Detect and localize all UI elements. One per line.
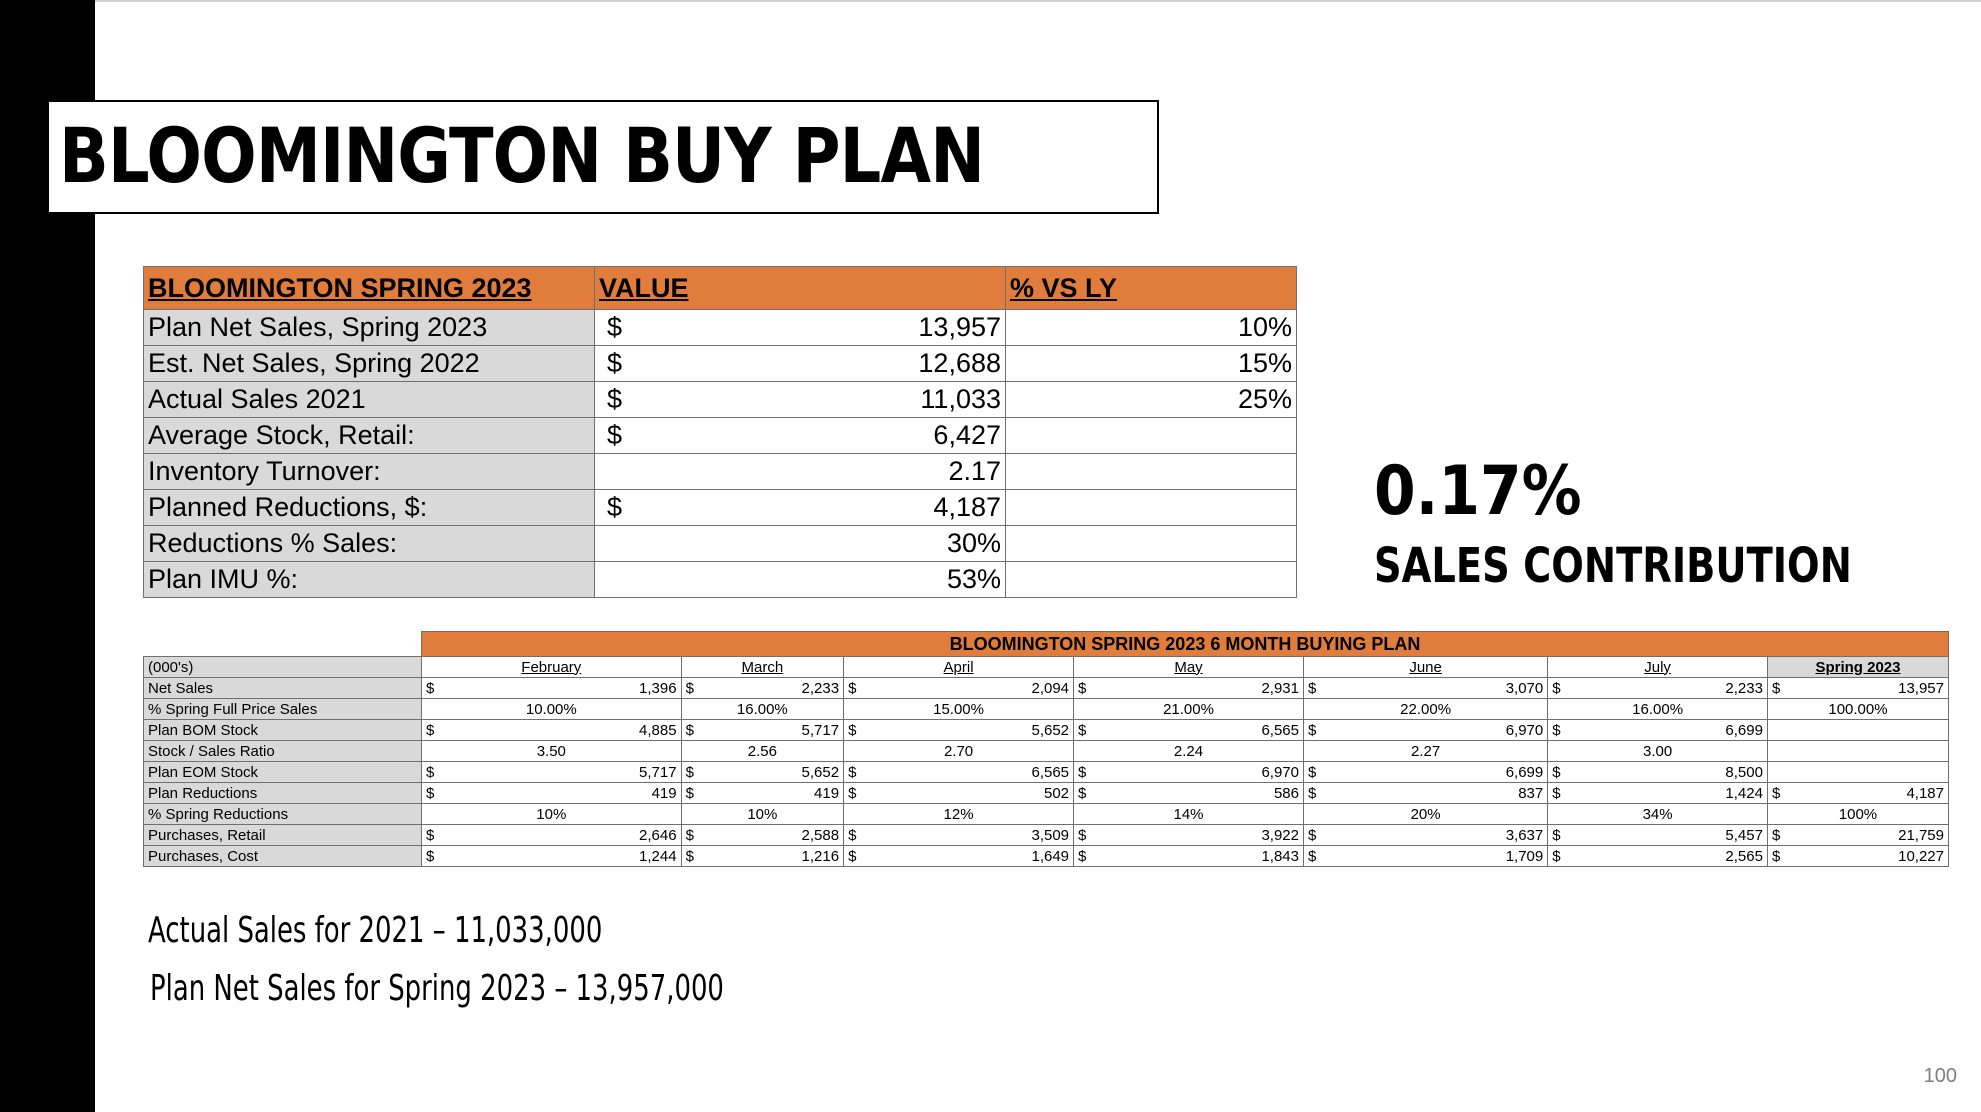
top-divider xyxy=(95,0,1981,2)
plan-cell-value: 1,244 xyxy=(436,846,681,867)
note-actual-sales: Actual Sales for 2021 – 11,033,000 xyxy=(148,910,603,951)
currency-sign: $ xyxy=(1303,720,1317,741)
summary-row xyxy=(144,562,1297,598)
plan-row-pct-reductions xyxy=(144,804,1949,825)
plan-cell-value: 21,759 xyxy=(1782,825,1949,846)
currency-sign: $ xyxy=(1074,825,1088,846)
month-header: March xyxy=(681,657,843,678)
row-pct xyxy=(1006,418,1297,454)
plan-row-label: Stock / Sales Ratio xyxy=(144,741,422,762)
currency-sign: $ xyxy=(422,720,436,741)
plan-cell-value: 5,457 xyxy=(1562,825,1767,846)
summary-row xyxy=(144,382,1297,418)
summary-row xyxy=(144,526,1297,562)
row-label: Inventory Turnover: xyxy=(144,454,595,490)
currency-sign: $ xyxy=(607,420,623,450)
currency-sign: $ xyxy=(844,762,858,783)
plan-cell-value: 6,970 xyxy=(1088,762,1304,783)
currency-sign: $ xyxy=(1548,783,1562,804)
plan-row-label: Plan BOM Stock xyxy=(144,720,422,741)
plan-cell-value: 10% xyxy=(681,804,843,825)
plan-cell-value: 6,970 xyxy=(1318,720,1548,741)
currency-sign: $ xyxy=(607,492,623,522)
unit-label: (000's) xyxy=(144,657,422,678)
plan-cell-value: 8,500 xyxy=(1562,762,1767,783)
sales-contribution-value: 0.17% xyxy=(1374,452,1582,531)
summary-header-row xyxy=(144,267,1297,310)
currency-sign: $ xyxy=(1548,825,1562,846)
plan-row-bom-stock xyxy=(144,720,1949,741)
slide-title: BLOOMINGTON BUY PLAN xyxy=(59,111,985,200)
row-value: 6,427 xyxy=(933,420,1001,450)
row-pct xyxy=(1006,454,1297,490)
row-label: Average Stock, Retail: xyxy=(144,418,595,454)
plan-cell-value: 1,649 xyxy=(858,846,1074,867)
plan-row-label: % Spring Reductions xyxy=(144,804,422,825)
title-box xyxy=(47,100,1159,214)
plan-cell-value: 22.00% xyxy=(1303,699,1547,720)
currency-sign: $ xyxy=(422,825,436,846)
plan-row-net-sales xyxy=(144,678,1949,699)
plan-row-label: Plan EOM Stock xyxy=(144,762,422,783)
plan-cell-value: 2,646 xyxy=(436,825,681,846)
currency-sign: $ xyxy=(1548,762,1562,783)
currency-sign xyxy=(1767,762,1781,783)
currency-sign: $ xyxy=(422,783,436,804)
plan-cell-value: 16.00% xyxy=(1548,699,1768,720)
row-label: Planned Reductions, $: xyxy=(144,490,595,526)
plan-cell-value: 2,931 xyxy=(1088,678,1304,699)
currency-sign: $ xyxy=(681,762,695,783)
currency-sign: $ xyxy=(1303,678,1317,699)
row-pct xyxy=(1006,526,1297,562)
plan-cell-value: 419 xyxy=(436,783,681,804)
plan-cell-value: 34% xyxy=(1548,804,1768,825)
plan-cell-value: 502 xyxy=(858,783,1074,804)
currency-sign: $ xyxy=(1303,846,1317,867)
month-header: July xyxy=(1548,657,1768,678)
row-value: 2.17 xyxy=(948,456,1001,486)
month-header: April xyxy=(844,657,1074,678)
currency-sign: $ xyxy=(1074,720,1088,741)
currency-sign: $ xyxy=(422,762,436,783)
plan-cell-value: 3,922 xyxy=(1088,825,1304,846)
summary-header-label: BLOOMINGTON SPRING 2023 xyxy=(144,267,595,310)
plan-cell-value: 2,233 xyxy=(1562,678,1767,699)
plan-cell-value: 419 xyxy=(695,783,843,804)
row-pct: 15% xyxy=(1006,346,1297,382)
plan-cell-value: 5,717 xyxy=(436,762,681,783)
summary-row xyxy=(144,310,1297,346)
plan-cell-value: 2.27 xyxy=(1303,741,1547,762)
plan-cell-value: 3.00 xyxy=(1548,741,1768,762)
currency-sign xyxy=(1767,720,1781,741)
plan-cell-value: 15.00% xyxy=(844,699,1074,720)
currency-sign: $ xyxy=(1074,762,1088,783)
plan-cell-value: 20% xyxy=(1303,804,1547,825)
currency-sign: $ xyxy=(681,846,695,867)
plan-cell-value: 5,652 xyxy=(858,720,1074,741)
currency-sign: $ xyxy=(681,783,695,804)
currency-sign: $ xyxy=(1548,678,1562,699)
plan-cell-value: 2,094 xyxy=(858,678,1074,699)
row-value: 53% xyxy=(946,564,1001,594)
plan-title: BLOOMINGTON SPRING 2023 6 MONTH BUYING PLAN xyxy=(422,632,1949,657)
summary-header-value: VALUE xyxy=(595,267,1006,310)
plan-cell-value: 4,885 xyxy=(436,720,681,741)
plan-month-header-row xyxy=(144,657,1949,678)
plan-row-label: Net Sales xyxy=(144,678,422,699)
row-pct xyxy=(1006,562,1297,598)
plan-cell-value: 14% xyxy=(1074,804,1304,825)
plan-cell-value: 1,843 xyxy=(1088,846,1304,867)
plan-row-label: % Spring Full Price Sales xyxy=(144,699,422,720)
currency-sign: $ xyxy=(422,846,436,867)
currency-sign: $ xyxy=(607,312,623,342)
row-value: 13,957 xyxy=(918,312,1001,342)
currency-sign: $ xyxy=(681,720,695,741)
currency-sign: $ xyxy=(1303,762,1317,783)
plan-cell-value: 3,637 xyxy=(1318,825,1548,846)
plan-title-row xyxy=(144,632,1949,657)
row-label: Est. Net Sales, Spring 2022 xyxy=(144,346,595,382)
currency-sign: $ xyxy=(1767,783,1781,804)
month-header: June xyxy=(1303,657,1547,678)
plan-cell-value: 5,717 xyxy=(695,720,843,741)
row-pct xyxy=(1006,490,1297,526)
row-value: 12,688 xyxy=(918,348,1001,378)
plan-row-purch-retail xyxy=(144,825,1949,846)
plan-row-reductions xyxy=(144,783,1949,804)
plan-cell-value: 1,709 xyxy=(1318,846,1548,867)
plan-row-stock-ratio xyxy=(144,741,1949,762)
currency-sign: $ xyxy=(1074,783,1088,804)
currency-sign: $ xyxy=(844,678,858,699)
plan-cell-value: 2.56 xyxy=(681,741,843,762)
plan-cell-value: 5,652 xyxy=(695,762,843,783)
plan-cell-value: 100% xyxy=(1767,804,1948,825)
summary-row xyxy=(144,346,1297,382)
plan-cell-value: 6,699 xyxy=(1318,762,1548,783)
row-label: Plan IMU %: xyxy=(144,562,595,598)
currency-sign: $ xyxy=(844,783,858,804)
plan-cell-value xyxy=(1782,720,1949,741)
currency-sign: $ xyxy=(1074,846,1088,867)
plan-cell-value: 1,396 xyxy=(436,678,681,699)
plan-cell-value xyxy=(1767,741,1948,762)
plan-row-full-price xyxy=(144,699,1949,720)
currency-sign: $ xyxy=(1767,846,1781,867)
row-value: 30% xyxy=(946,528,1001,558)
currency-sign: $ xyxy=(844,846,858,867)
buying-plan-table xyxy=(143,631,1949,867)
month-header: February xyxy=(422,657,682,678)
plan-cell-value: 13,957 xyxy=(1782,678,1949,699)
plan-cell-value: 16.00% xyxy=(681,699,843,720)
currency-sign: $ xyxy=(1303,783,1317,804)
page-number: 100 xyxy=(1923,1065,1957,1087)
row-pct: 25% xyxy=(1006,382,1297,418)
currency-sign: $ xyxy=(1767,825,1781,846)
plan-cell-value: 586 xyxy=(1088,783,1304,804)
plan-cell-value: 837 xyxy=(1318,783,1548,804)
plan-cell-value: 6,565 xyxy=(858,762,1074,783)
plan-row-label: Purchases, Retail xyxy=(144,825,422,846)
plan-cell-value: 21.00% xyxy=(1074,699,1304,720)
plan-cell-value: 2.70 xyxy=(844,741,1074,762)
plan-cell-value: 2,565 xyxy=(1562,846,1767,867)
summary-row xyxy=(144,454,1297,490)
plan-row-label: Purchases, Cost xyxy=(144,846,422,867)
plan-cell-value: 10% xyxy=(422,804,682,825)
row-label: Plan Net Sales, Spring 2023 xyxy=(144,310,595,346)
plan-cell-value: 12% xyxy=(844,804,1074,825)
row-label: Reductions % Sales: xyxy=(144,526,595,562)
summary-row xyxy=(144,490,1297,526)
season-total-header: Spring 2023 xyxy=(1767,657,1948,678)
plan-cell-value: 2,588 xyxy=(695,825,843,846)
summary-row xyxy=(144,418,1297,454)
sales-contribution-label: SALES CONTRIBUTION xyxy=(1374,538,1852,594)
currency-sign: $ xyxy=(844,825,858,846)
plan-cell-value: 3,509 xyxy=(858,825,1074,846)
currency-sign: $ xyxy=(422,678,436,699)
row-value: 11,033 xyxy=(920,384,1001,414)
month-header: May xyxy=(1074,657,1304,678)
plan-cell-value: 2.24 xyxy=(1074,741,1304,762)
currency-sign: $ xyxy=(607,384,623,414)
plan-cell-value: 2,233 xyxy=(695,678,843,699)
currency-sign: $ xyxy=(844,720,858,741)
currency-sign: $ xyxy=(1303,825,1317,846)
currency-sign: $ xyxy=(1074,678,1088,699)
summary-header-pct: % VS LY xyxy=(1006,267,1297,310)
currency-sign: $ xyxy=(1548,720,1562,741)
row-pct: 10% xyxy=(1006,310,1297,346)
plan-cell-value: 6,565 xyxy=(1088,720,1304,741)
plan-cell-value: 6,699 xyxy=(1562,720,1767,741)
plan-row-purch-cost xyxy=(144,846,1949,867)
plan-cell-value: 10.00% xyxy=(422,699,682,720)
plan-cell-value: 4,187 xyxy=(1782,783,1949,804)
plan-cell-value: 3.50 xyxy=(422,741,682,762)
row-label: Actual Sales 2021 xyxy=(144,382,595,418)
plan-row-label: Plan Reductions xyxy=(144,783,422,804)
row-value: 4,187 xyxy=(933,492,1001,522)
currency-sign: $ xyxy=(1767,678,1781,699)
plan-row-eom-stock xyxy=(144,762,1949,783)
plan-cell-value: 1,424 xyxy=(1562,783,1767,804)
currency-sign: $ xyxy=(681,825,695,846)
plan-cell-value: 10,227 xyxy=(1782,846,1949,867)
plan-cell-value xyxy=(1782,762,1949,783)
plan-cell-value: 1,216 xyxy=(695,846,843,867)
summary-table xyxy=(143,266,1297,598)
currency-sign: $ xyxy=(607,348,623,378)
plan-cell-value: 100.00% xyxy=(1767,699,1948,720)
note-plan-sales: Plan Net Sales for Spring 2023 – 13,957,000 xyxy=(150,968,724,1009)
plan-cell-value: 3,070 xyxy=(1318,678,1548,699)
currency-sign: $ xyxy=(1548,846,1562,867)
currency-sign: $ xyxy=(681,678,695,699)
